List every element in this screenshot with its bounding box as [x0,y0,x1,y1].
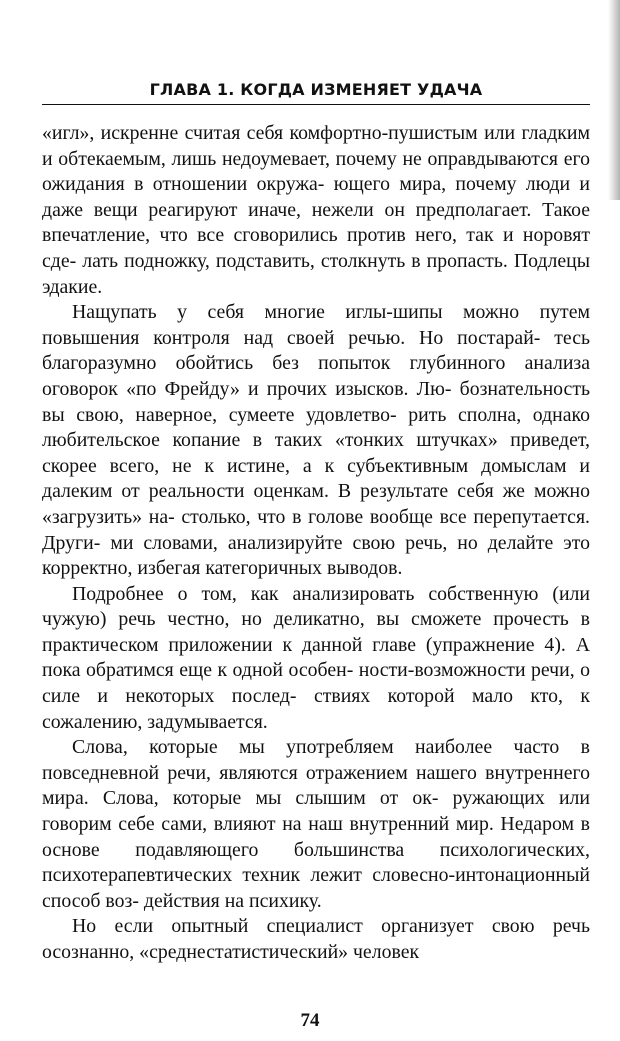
text-line: бознательность вы свою, наверное, сумеете удовлетво- [42,377,590,426]
header-rule [42,104,590,105]
text-line: (упражнение 4). А пока обратимся еще к одной особен- [42,633,590,682]
text-line: ствиях которой мало кто, к сожалению, задумывается. [42,685,591,733]
text-line: оценкам. В результате себя же можно «загрузить» на- [42,480,591,528]
text-line: Слова, которые мы употребляем наиболее часто [72,736,581,759]
text-line: прочесть в практическом приложении к данной главе [42,608,590,656]
paragraph-3 [42,582,590,736]
paragraph-2 [42,300,590,582]
text-line: ми словами, анализируйте свою речь, но делайте это [110,531,590,554]
text-line: ющего мира, почему люди и даже вещи реагируют [42,173,590,221]
text-line: действия на психику. [143,889,322,912]
text-line: анализа оговорок «по Фрейду» и прочих изысков. Лю- [42,352,590,400]
text-line: корректно, избегая категоричных выводов. [42,557,403,580]
text-line: внутреннего мира. Слова, которые мы слышим от ок- [42,761,590,810]
text-line: техник лежит словесно-интонационный способ воз- [42,864,590,912]
text-line: внутренний мир. Недаром в основе подавляющего [42,813,590,861]
text-line: или гладким и обтекаемым, лишь недоумевает, почему [42,122,591,170]
page-spine-shadow [608,0,620,200]
text-line: иначе, нежели он предполагает. Такое впечатление, [42,198,590,247]
paragraph-4 [42,735,590,914]
text-line: Нащупать у себя многие иглы-шипы можно путем [72,301,590,324]
text-line: рить сполна, однако любительское копание в таких [42,403,590,452]
text-line: Подробнее о том, как анализировать собственную [72,582,553,605]
body-text [42,121,590,966]
text-line: столько, что в голове вообще все перепутается. Други- [42,505,590,554]
text-line: а к субъективным домыслам и далеким от реальности [42,454,590,503]
text-line: ружающих или говорим себе сами, влияют на наш [42,787,590,836]
running-head: ГЛАВА 1. КОГДА ИЗМЕНЯЕТ УДАЧА [149,80,483,99]
text-line: не оправдываются его ожидания в отношении окружа- [42,147,590,196]
text-line: повышения контроля над своей речью. Но постарай- [42,326,541,349]
text-line: «тонких штучках» приведет, скорее всего, не к истине, [42,429,591,477]
paragraph-5 [42,914,590,965]
text-line: речь осознанно, «среднестатистический» человек [42,915,590,963]
text-line: тесь благоразумно обойтись без попыток глубинного [42,326,590,375]
text-line: в повседневной речи, являются отражением нашего [42,736,590,784]
text-line: (или чужую) речь честно, но деликатно, вы сможете [42,582,590,631]
text-line: Подлецы эдакие. [42,249,591,298]
text-line: что все сговорились против него, так и норовят сде- [42,224,590,272]
page-number: 74 [300,1010,320,1031]
text-line: «игл», искренне считая себя комфортно-пушистым [42,122,485,144]
text-line: лать подножку, подставить, столкнуть в пропасть. [82,249,514,272]
text-line: ности-возможности речи, о силе и некоторых послед- [42,659,590,708]
text-line: Но если опытный специалист организует свою [72,915,553,938]
paragraph-1 [42,121,590,300]
text-line: большинства психологических, психотерапевтических [42,838,590,887]
